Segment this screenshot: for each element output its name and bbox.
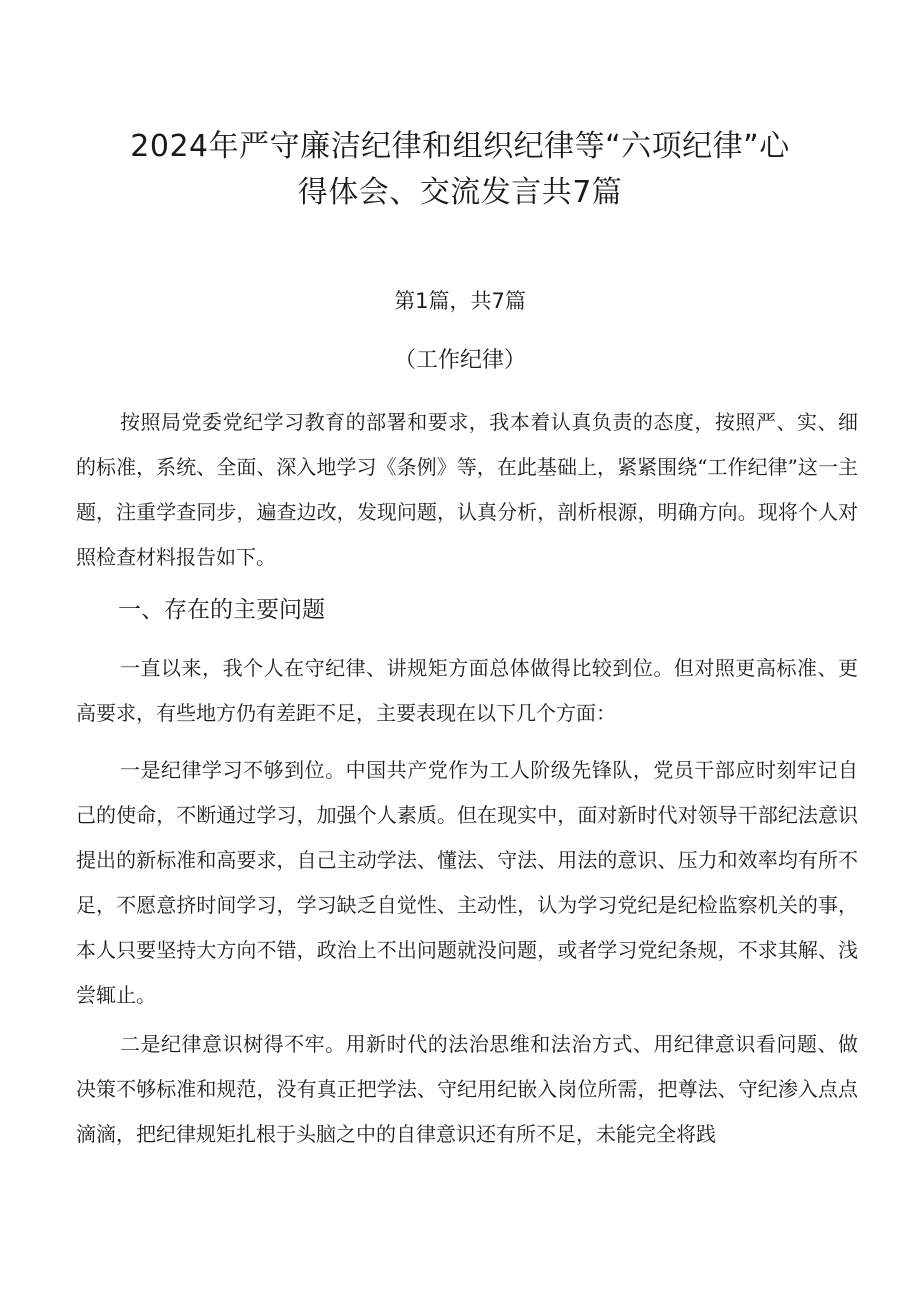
part-label: 第1篇，共7篇 xyxy=(394,289,526,313)
section-label: （工作纪律） xyxy=(393,348,526,373)
body-paragraph: 一是纪律学习不够到位。中国共产党作为工人阶级先锋队，党员干部应时刻牢记自己的使命，不断通过学习，加强个人素质。但在现实中，面对新时代对领导干部纪法意识提出的新标准和高要求，自己主动学法、懂法、守法、用法的意识、压力和效率均有所不足，不愿意挤时间学习，学习缺乏自觉性、主动性，认为学习党纪是纪检监察机关的事，本人只要坚持大方向不错，政治上不出问题就没问题，或者学习党纪条规，不求其解、浅尝辄止。 xyxy=(76,758,858,1007)
intro-paragraph: 按照局党委党纪学习教育的部署和要求，我本着认真负责的态度，按照严、实、细的标准，系统、全面、深入地学习《条例》等，在此基础上，紧紧围绕“工作纪律”这一主题，注重学查同步，遍查边改，发现问题，认真分析，剖析根源，明确方向。现将个人对照检查材料报告如下。 xyxy=(76,410,858,569)
section-heading: 一、存在的主要问题 xyxy=(118,597,325,623)
document-title xyxy=(0,124,920,216)
body-paragraph: 二是纪律意识树得不牢。用新时代的法治思维和法治方式、用纪律意识看问题、做决策不够标准和规范，没有真正把学法、守纪用纪嵌入岗位所需，把尊法、守纪渗入点点滴滴，把纪律规矩扎根于头脑之中的自律意识还有所不足，未能完全将践 xyxy=(76,1032,858,1146)
body-paragraph: 一直以来，我个人在守纪律、讲规矩方面总体做得比较到位。但对照更高标准、更高要求，有些地方仍有差距不足，主要表现在以下几个方面： xyxy=(76,656,858,725)
title-line-2: 得体会、交流发言共7篇 xyxy=(297,175,623,210)
title-line-1: 2024年严守廉洁纪律和组织纪律等“六项纪律”心 xyxy=(130,129,790,164)
